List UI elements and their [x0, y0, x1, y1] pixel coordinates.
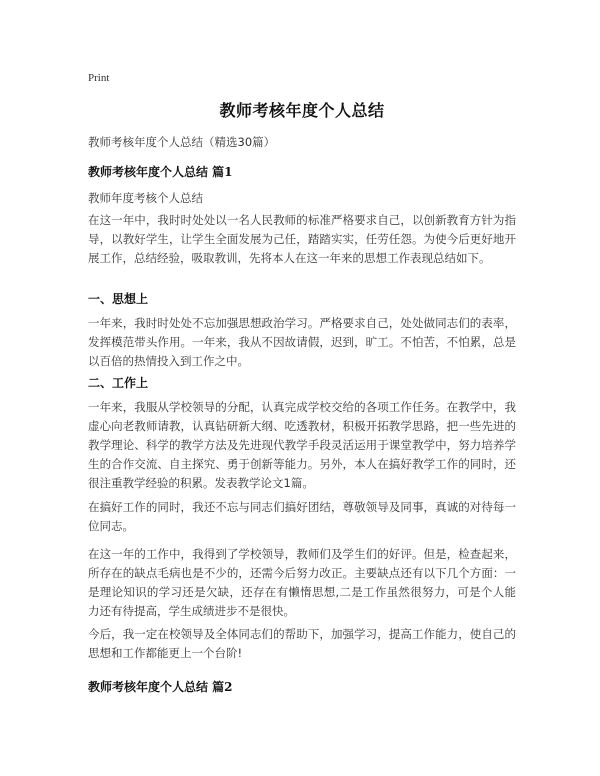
part2-paragraph-1: 一年来，我服从学校领导的分配，认真完成学校交给的各项工作任务。在教学中，我虚心向老教师请教，认真钻研新大纲、吃透教材，积极开拓教学思路，把一些先进的教学理论、科学的教学方法及先进现代教学手段灵活运用于课堂教学中，努力培养学生的合作交流、自主探究、勇于创新等能力。另外，本人在搞好教学工作的同时，还很注重教学经验的积累。发表教学论文1篇。 [88, 400, 516, 490]
intro-paragraph: 在这一年中，我时时处处以一名人民教师的标准严格要求自己，以创新教育方针为指导，以教好学生，让学生全面发展为己任，踏踏实实，任劳任怨。为使今后更好地开展工作，总结经验，吸取教训，先将本人在这一年来的思想工作表现总结如下。 [88, 213, 516, 265]
section-doc-name: 教师年度考核个人总结 [88, 191, 203, 205]
part2-heading: 二、工作上 [88, 376, 149, 390]
part1-paragraph: 一年来，我时时处处不忘加强思想政治学习。严格要求自己，处处做同志们的表率，发挥模范带头作用。一年来，我从不因故请假，迟到，旷工。不怕苦，不怕累，总是以百倍的热情投入到工作之中。 [88, 316, 516, 368]
document-title: 教师考核年度个人总结 [219, 101, 385, 120]
section-heading-1: 教师考核年度个人总结 篇1 [88, 165, 233, 179]
closing-paragraph: 今后，我一定在校领导及全体同志们的帮助下，加强学习，提高工作能力，使自己的思想和工作都能更上一个台阶! [88, 627, 516, 660]
part1-heading: 一、思想上 [88, 292, 149, 306]
document-subtitle: 教师考核年度个人总结（精选30篇） [88, 135, 276, 149]
part2-paragraph-2: 在搞好工作的同时，我还不忘与同志们搞好团结，尊敬领导及同事，真诚的对待每一位同志。 [88, 500, 516, 533]
section-heading-2: 教师考核年度个人总结 篇2 [88, 680, 233, 694]
print-label: Print [88, 72, 110, 84]
document-page [88, 0, 516, 776]
part2-paragraph-3: 在这一年的工作中，我得到了学校领导，教师们及学生们的好评。但是，检查起来，所存在的缺点毛病也是不少的，还需今后努力改正。主要缺点还有以下几个方面：一是理论知识的学习还是欠缺，还存在有懒惰思想,二是工作虽然很努力，可是个人能力还有待提高，学生成绩进步不是很快。 [88, 547, 516, 618]
